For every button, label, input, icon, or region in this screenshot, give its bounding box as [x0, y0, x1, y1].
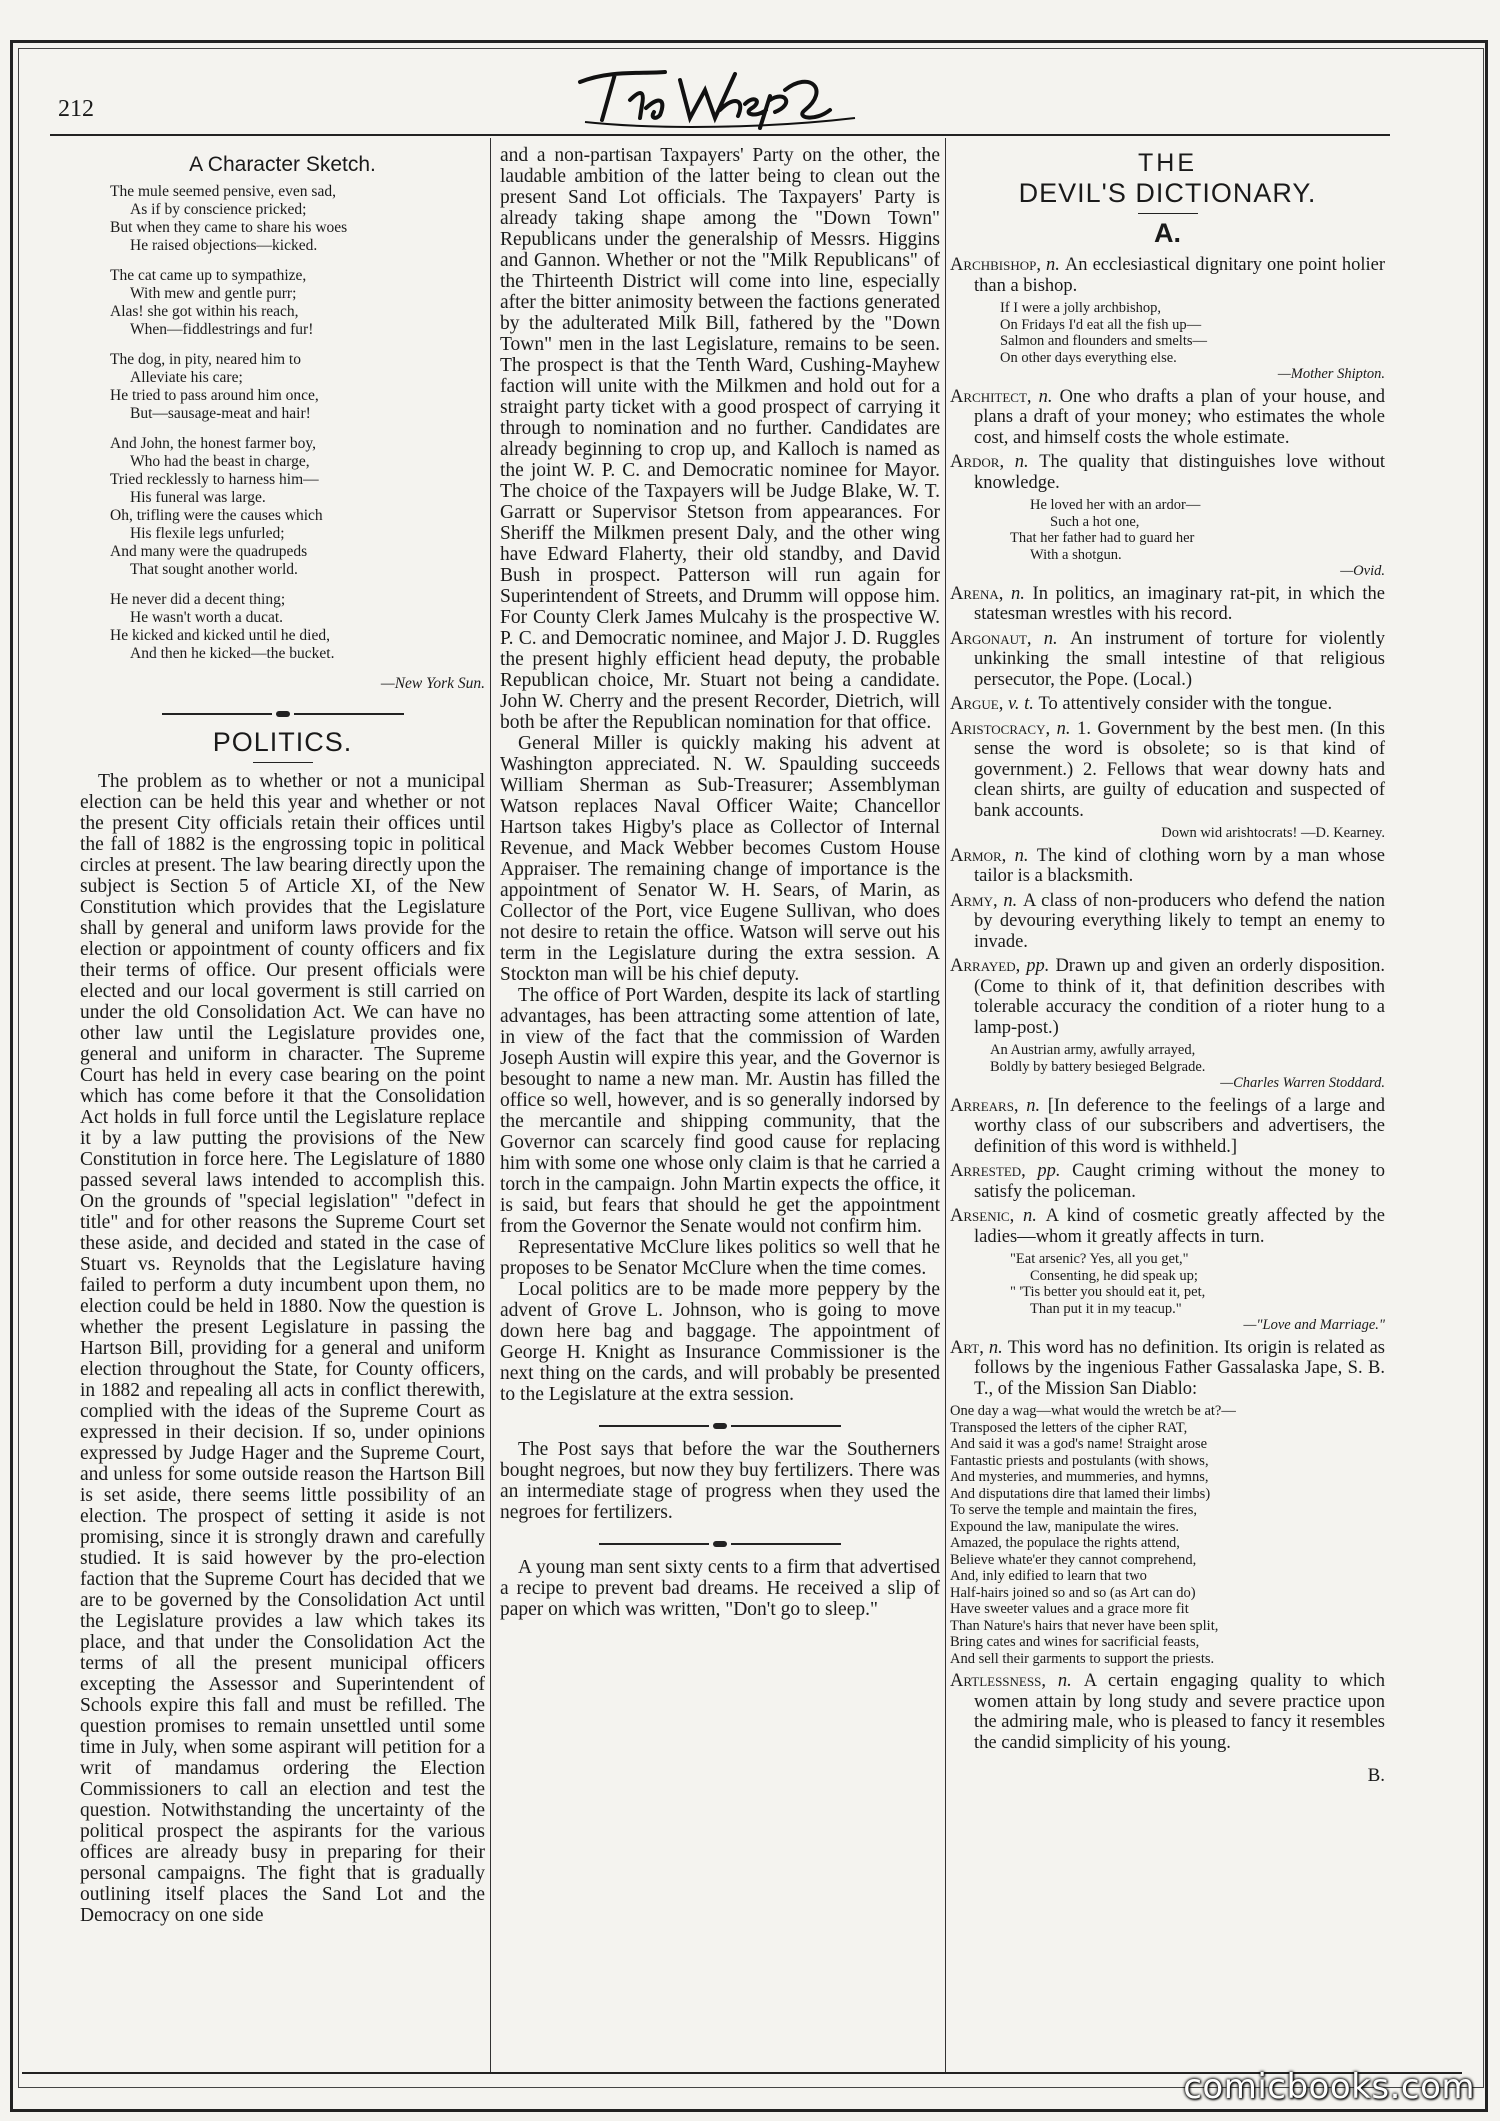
dictionary-quote	[950, 300, 1385, 383]
quote-line: Fantastic priests and postulants (with shows,	[950, 1452, 1209, 1469]
part-of-speech: n.	[1003, 890, 1024, 911]
dictionary-quote	[950, 1403, 1385, 1667]
politics-paragraph: The office of Port Warden, despite its lack of startling advantages, has been attracting some attention of late, in view of the fact that the commission of Warden Joseph Austin will expire this year, and the Governor is besought to name a new man. Mr. Austin has filled the office so well, however, and is so generally indorsed by the mercantile and shipping community, that the Governor can scarcely find good cause for replacing him with some one whose only claim is that he carried a torch in the campaign. John Martin expects the office, it is said, but fears that should he get the appointment from the Governor the Senate would not confirm him.	[500, 985, 940, 1237]
dreams-item: A young man sent sixty cents to a firm that advertised a recipe to prevent bad dreams. He received a slip of paper on which was written, "Don't go to sleep."	[500, 1557, 940, 1620]
definition: The quality that distinguishes love without knowledge.	[974, 452, 1386, 493]
definition: An instrument of torture for violently unkinking the small intestine of that religious persecutor, the Pope. (Local.)	[974, 628, 1386, 690]
headword: Ardor,	[950, 452, 1015, 472]
definition: A certain engaging quality to which women attain by long study and severe practice upon the admiring male, who is pleased to fancy it resembles the candid simplicity of his young.	[974, 1671, 1385, 1753]
character-sketch-poem	[80, 183, 485, 663]
quote-attribution: —"Love and Marriage."	[1243, 1317, 1385, 1333]
poem-line: But when they came to share his woes	[110, 219, 348, 236]
poem-line: Alas! she got within his reach,	[110, 303, 299, 320]
quote-line: And, inly edified to learn that two	[950, 1568, 1147, 1584]
definition: A kind of cosmetic greatly affected by the ladies—whom it greatly affects in turn.	[974, 1206, 1386, 1247]
quote-line: And mysteries, and mummeries, and hymns,	[950, 1469, 1209, 1485]
part-of-speech: n.	[1022, 1206, 1046, 1226]
signoff: B.	[1367, 1765, 1385, 1786]
quote-line: On other days everything else.	[1000, 349, 1177, 366]
part-of-speech: pp.	[1037, 1161, 1073, 1181]
column-middle	[500, 145, 940, 1620]
quote-line: Than Nature's hairs that never have been split,	[950, 1617, 1219, 1634]
poem-line: Alleviate his care;	[130, 369, 243, 386]
dictionary-entry	[950, 584, 1385, 625]
poem-line	[110, 423, 485, 435]
definition: An ecclesiastical dignitary one point holier than a bishop.	[974, 255, 1386, 296]
part-of-speech: v. t.	[1008, 694, 1039, 714]
dictionary-quote: Down wid arishtocrats! —D. Kearney.	[1161, 825, 1385, 841]
dictionary-entry	[950, 1206, 1385, 1247]
column-divider	[945, 138, 946, 2073]
part-of-speech: pp.	[1026, 956, 1056, 976]
poem-line: He wasn't worth a ducat.	[130, 609, 284, 626]
dictionary-entry	[950, 255, 1385, 296]
part-of-speech: n.	[988, 1337, 1008, 1358]
quote-line: Bring cates and wines for sacrificial feasts,	[950, 1634, 1200, 1650]
post-item: The Post says that before the war the Southerners bought negroes, but now they buy fertilizers. There was an intermediate stage of progress when they used the negroes for fertilizers.	[500, 1439, 940, 1523]
headword: Artlessness,	[950, 1671, 1058, 1691]
headword: Argonaut,	[950, 628, 1044, 649]
poem-line: He kicked and kicked until he died,	[110, 627, 330, 644]
dictionary-entry	[950, 452, 1385, 493]
page-number: 212	[58, 96, 94, 122]
quote-line: Half-hairs joined so and so (as Art can do)	[950, 1584, 1196, 1601]
headword: Army,	[950, 890, 1004, 911]
quote-line: And disputations dire that lamed their limbs)	[950, 1485, 1211, 1502]
dictionary-title: DEVIL'S DICTIONARY.	[1018, 178, 1317, 208]
section-separator	[500, 1417, 940, 1427]
dictionary-title-the: THE	[1138, 149, 1197, 177]
poem-line: As if by conscience pricked;	[130, 201, 307, 218]
poem-line: His funeral was large.	[130, 489, 266, 506]
dictionary-entry	[950, 719, 1385, 822]
headword: Arrested,	[950, 1161, 1038, 1181]
quote-line: Salmon and flounders and smelts—	[1000, 333, 1208, 349]
definition: One who drafts a plan of your house, and plans a draft of your money; who estimates the whole cost, and himself costs the whole estimate.	[974, 386, 1386, 448]
dictionary-entry	[950, 846, 1385, 887]
quote-line: An Austrian army, awfully arrayed,	[990, 1042, 1196, 1058]
definition: Caught criming without the money to satisfy the policeman.	[974, 1161, 1385, 1202]
poem-line: And then he kicked—the bucket.	[130, 645, 335, 662]
quote-line: Such a hot one,	[1050, 513, 1140, 530]
dictionary-letter: A.	[1154, 218, 1181, 248]
definition: In politics, an imaginary rat-pit, in which the statesman wrestles with his record.	[974, 583, 1386, 624]
quote-line: Transposed the letters of the cipher RAT,	[950, 1419, 1188, 1436]
quote-line: Have sweeter values and a grace more fit	[950, 1601, 1189, 1617]
poem-line: He never did a decent thing;	[110, 591, 286, 608]
quote-line: " 'Tis better you should eat it, pet,	[1010, 1284, 1206, 1300]
dictionary-entry	[950, 956, 1385, 1038]
poem-line: With mew and gentle purr;	[130, 285, 297, 302]
headword: Archbishop,	[950, 255, 1046, 275]
dictionary-entry	[950, 1671, 1385, 1753]
title-underline	[253, 762, 313, 763]
definition: Drawn up and given an orderly disposition. (Come to think of it, that definition describes with tolerable accuracy the condition of a rioter hung to a lamp-post.)	[974, 956, 1385, 1038]
header-rule	[50, 134, 1390, 136]
politics-title: POLITICS.	[212, 727, 353, 757]
dictionary-entries	[950, 255, 1385, 1753]
quote-line: Amazed, the populace the rights attend,	[950, 1535, 1180, 1551]
poem-line: The dog, in pity, neared him to	[110, 351, 301, 368]
poem-line: And many were the quadrupeds	[110, 543, 308, 560]
poem-line: When—fiddlestrings and fur!	[130, 321, 314, 338]
poem-line: He tried to pass around him once,	[110, 387, 319, 404]
quote-line: One day a wag—what would the wretch be at?—	[950, 1403, 1236, 1419]
part-of-speech: n.	[1014, 452, 1040, 472]
quote-line: With a shotgun.	[1030, 546, 1122, 563]
headword: Aristocracy,	[950, 718, 1057, 739]
headword: Art,	[950, 1337, 989, 1358]
poem-line: Oh, trifling were the causes which	[110, 507, 323, 524]
quote-line: Believe whate'er they cannot comprehend,	[950, 1551, 1197, 1568]
poem-line: And John, the honest farmer boy,	[110, 435, 317, 452]
headword: Arrears,	[950, 1095, 1027, 1116]
poem-line: Tried recklessly to harness him—	[110, 471, 319, 488]
politics-paragraph: General Miller is quickly making his advent at Washington appreciated. N. W. Spaulding succeeds William Sherman as Sub-Treasurer; Assemblyman Watson replaces Naval Officer Waite; Chancellor Hartson takes Higby's place as Collector of Internal Revenue, and Mack Webber becomes Custom House Appraiser. The remaining change of importance is the appointment of Senator W. H. Sears, of Marin, as Collector of the Port, vice Eugene Sullivan, who does not desire to retain the office. Watson will serve out his term in the Legislature during the extra session. A Stockton man will be his chief deputy.	[500, 733, 940, 985]
definition: To attentively consider with the tongue.	[1038, 694, 1333, 714]
definition: 1. Government by the best men. (In this sense the word is obsolete; so is that kind of government.) 2. Fellows that wear downy hats and clean shirts, are guilty of education and suspected of bank accounts.	[974, 718, 1385, 821]
poem-attribution: —New York Sun.	[380, 675, 485, 692]
title-underline	[1138, 213, 1198, 214]
part-of-speech: n.	[1011, 583, 1033, 604]
dictionary-entry	[950, 694, 1385, 715]
poem-line: He raised objections—kicked.	[130, 237, 318, 254]
quote-line: If I were a jolly archbishop,	[1000, 300, 1162, 316]
part-of-speech: n.	[1056, 718, 1078, 739]
part-of-speech: n.	[1043, 628, 1070, 649]
politics-continued: and a non-partisan Taxpayers' Party on the other, the laudable ambition of the latter being to clean out the present Sand Lot officials. The Taxpayers' Party is already taking shape among the "Down Town" Republicans under the generalship of Messrs. Higgins and Gannon. Whether or not the "Milk Republicans" of the Thirteenth District will come into line, especially after the bitter animosity between the factions generated by the adulterated Milk Bill, fathered by the "Down Town" men in the last Legislature, remains to be seen. The prospect is that the Tenth Ward, Cushing-Mayhew faction will unite with the Milkmen and hold out for a straight party ticket with a good prospect of carrying it through to nomination and no further. Candidates are already beginning to crop up, and Kalloch is named as the joint W. P. C. and Democratic nominee for Mayor. The choice of the Taxpayers will be Judge Blake, W. T. Garratt or Supervisor Stetson from appearances. For Sheriff the Milkmen present Daly, and the other wing have Edward Flaherty, their old standby, and David Bush in prospect. Patterson will run again for Superintendent of Streets, and Drumm will oppose him. For County Clerk James Mulcahy is the prospective W. P. C. and Democratic nominee, and Major J. D. Ruggles the present highly efficient head deputy, the probable Republican choice, Mr. Stuart not being a candidate. John W. Cherry and the present Recorder, Dietrich, will both be after the Republican nomination for that office.	[500, 145, 940, 733]
poem-line: Who had the beast in charge,	[130, 453, 310, 470]
politics-paragraph: Representative McClure likes politics so well that he proposes to be Senator McClure when the time comes.	[500, 1237, 940, 1279]
poem-line: But—sausage-meat and hair!	[130, 405, 311, 422]
definition: A class of non-producers who defend the nation by devouring everything likely to tempt an enemy to invade.	[974, 890, 1386, 952]
quote-line: And sell their garments to support the priests.	[950, 1650, 1215, 1667]
column-right	[950, 145, 1385, 1787]
quote-attribution: —Mother Shipton.	[1277, 366, 1385, 382]
poem-line: The cat came up to sympathize,	[110, 267, 307, 284]
column-left	[80, 145, 485, 1926]
dictionary-quote	[950, 1042, 1385, 1092]
poem-line	[110, 339, 485, 351]
dictionary-entry	[950, 1096, 1385, 1158]
part-of-speech: n.	[1038, 386, 1060, 407]
column-divider	[490, 138, 491, 2073]
quote-line: He loved her with an ardor—	[1030, 497, 1201, 513]
quote-line: That her father had to guard her	[1010, 530, 1195, 546]
quote-attribution: —Charles Warren Stoddard.	[1220, 1075, 1385, 1091]
dictionary-entry	[950, 891, 1385, 953]
headword: Arrayed,	[950, 956, 1027, 976]
poem-line: That sought another world.	[130, 561, 298, 578]
dictionary-quote	[950, 497, 1385, 580]
quote-attribution: —Ovid.	[1340, 563, 1385, 579]
character-sketch-title: A Character Sketch.	[189, 153, 376, 176]
headword: Arena,	[950, 583, 1012, 604]
section-separator	[500, 1535, 940, 1545]
headword: Armor,	[950, 845, 1015, 866]
poem-line	[110, 255, 485, 267]
quote-line: And said it was a god's name! Straight arose	[950, 1436, 1208, 1452]
part-of-speech: n.	[1046, 255, 1065, 275]
definition: The kind of clothing worn by a man whose tailor is a blacksmith.	[974, 845, 1386, 886]
quote-line: Expound the law, manipulate the wires.	[950, 1518, 1179, 1535]
dictionary-entry	[950, 629, 1385, 691]
headword: Arsenic,	[950, 1206, 1023, 1226]
part-of-speech: n.	[1014, 845, 1037, 866]
quote-line: Consenting, he did speak up;	[1030, 1267, 1198, 1284]
dictionary-entry	[950, 1338, 1385, 1400]
dictionary-entry	[950, 387, 1385, 449]
headword: Argue,	[950, 694, 1008, 714]
quote-line: "Eat arsenic? Yes, all you get,"	[1010, 1251, 1189, 1267]
quote-line: Than put it in my teacup."	[1030, 1300, 1182, 1317]
poem-line: His flexile legs unfurled;	[130, 525, 285, 542]
masthead-logo	[570, 60, 870, 130]
politics-article: The problem as to whether or not a municipal election can be held this year and whether or not the present City officials retain their offices until the fall of 1882 is the engrossing topic in political circles at present. The law bearing directly upon the subject is Section 5 of Article XI, of the New Constitution which provides that the Legislature shall by general and uniform laws provide for the election or appointment of county officers and fix their terms of office. Our present officials were elected and our local goverment is still carried on under the old Consolidation Act. We can have no other law until the Legislature provides one, general and uniform in character. The Supreme Court has held in every case bearing on the point which has come before it that the Consolidation Act holds in full force until the Legislature replace it by a law putting the provisions of the New Constitution in force here. The Legislature of 1880 passed several laws intended to accomplish this. On the grounds of "special legislation" "defect in title" and for other reasons the Supreme Court set these aside, and decided and stated in the case of Stuart vs. Reynolds that the Legislature having failed to perform a duty incumbent upon them, no election could be held in 1880. Now the question is whether the present Legislature in passing the Hartson Bill, providing for a general and uniform election throughout the State, for County officers, in 1882 and repealing all acts in conflict therewith, complied with the ideas of the Supreme Court as expressed in their decision. If so, under opinions expressed by Judge Hager and the Supreme Court, and unless for some outside reason the Hartson Bill is set aside, there seems little possibility of an election. The prospect of setting it aside is not promising, since it is strongly drawn and carefully studied. It is said however by the pro-election faction that the Supreme Court has decided that we are to be governed by the Consolidation Act until the Legislature provides a law which takes its place, and that under the Consolidation Act the terms of all the present municipal officers excepting the Assessor and Superintendent of Schools expire this fall and must be refilled. The question promises to remain unsettled until some time in July, when some aspirant will petition for a writ of mandamus ordering the Election Commissioners to call an election and test the question. Notwithstanding the uncertainty of the political prospect the aspirants for the various offices are already busy in preparing for their personal campaigns. The fight that is gradually outlining itself places the Sand Lot and the Democracy on one side	[80, 771, 485, 1926]
definition: [In deference to the feelings of a large and worthy class of our subscribers and advertisers, the definition of this word is withheld.]	[974, 1095, 1386, 1157]
politics-paragraph: Local politics are to be made more peppery by the advent of Grove L. Johnson, who is going to move down here bag and baggage. The appointment of George H. Knight as Insurance Commissioner is the next thing on the cards, and will probably be presented to the Legislature at the extra session.	[500, 1279, 940, 1405]
dictionary-quote	[950, 1251, 1385, 1334]
headword: Architect,	[950, 386, 1039, 407]
poem-line	[110, 579, 485, 591]
quote-line: To serve the temple and maintain the fires,	[950, 1502, 1198, 1518]
part-of-speech: n.	[1026, 1095, 1048, 1116]
quote-line: Boldly by battery besieged Belgrade.	[990, 1058, 1206, 1075]
dictionary-entry	[950, 1161, 1385, 1202]
definition: This word has no definition. Its origin is related as follows by the ingenious Father Gassalaska Jape, S. B. T., of the Mission San Diablo:	[974, 1337, 1385, 1399]
poem-line: The mule seemed pensive, even sad,	[110, 183, 336, 200]
quote-line: On Fridays I'd eat all the fish up—	[1000, 316, 1202, 333]
watermark: comicbooks.com	[1183, 2067, 1475, 2107]
part-of-speech: n.	[1057, 1671, 1084, 1691]
section-separator	[80, 705, 485, 715]
